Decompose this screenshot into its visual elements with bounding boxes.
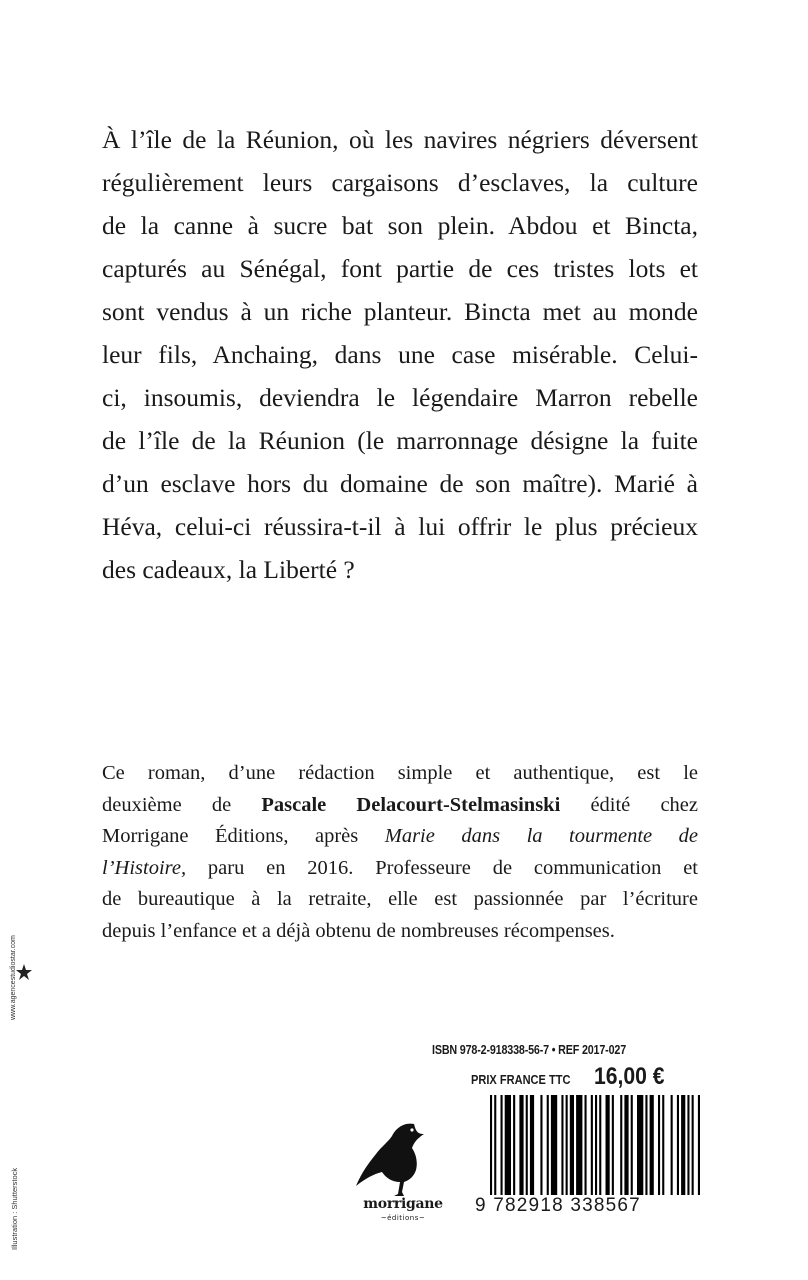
author-name: Pascale Delacourt-Stelmasinski (261, 793, 561, 816)
previous-book-title: Marie dans la tourmente de (384, 825, 698, 848)
previous-book-title-end: l’Histoire, (102, 856, 187, 879)
price (471, 1063, 674, 1091)
barcode-bar (631, 1095, 633, 1195)
barcode-bar (662, 1095, 664, 1195)
price-value: 16,00 € (594, 1063, 665, 1090)
barcode-bar (599, 1095, 601, 1195)
barcode-bar (620, 1095, 622, 1195)
barcode-bar (519, 1095, 523, 1195)
synopsis-line: de l’île de la Réunion (le marronnage désigne la fuite (102, 426, 698, 455)
barcode-bar (677, 1095, 679, 1195)
barcode-bar (698, 1095, 700, 1195)
barcode-bar (513, 1095, 515, 1195)
barcode-bar (561, 1095, 563, 1195)
barcode-bar (585, 1095, 587, 1195)
bio-line-3: Morrigane Éditions, après Marie dans la tourmente de (102, 825, 698, 848)
star-icon (16, 964, 32, 980)
synopsis-line: À l’île de la Réunion, où les navires négriers déversent (102, 125, 698, 154)
synopsis-line: d’un esclave hors du domaine de son maître). Marié à (102, 469, 698, 498)
barcode-bar (591, 1095, 593, 1195)
barcode-bar (526, 1095, 528, 1195)
barcode-bar (681, 1095, 685, 1195)
barcode-digits: 9 782918 338567 (475, 1195, 641, 1216)
barcode-bar (692, 1095, 694, 1195)
synopsis-line: régulièrement leurs cargaisons d’esclaves, la culture (102, 168, 698, 197)
barcode-bar (671, 1095, 673, 1195)
barcode-bar (637, 1095, 643, 1195)
synopsis-line: Héva, celui-ci réussira-t-il à lui offrir le plus précieux (102, 512, 698, 541)
synopsis-paragraph (102, 118, 698, 591)
bio-line-4: l’Histoire, paru en 2016. Professeure de communication et (102, 856, 698, 879)
publisher-logo-text: morrigane (363, 1196, 443, 1212)
barcode-bar (540, 1095, 542, 1195)
barcode-bar (570, 1095, 574, 1195)
publisher-logo-subtitle: ~éditions~ (380, 1214, 426, 1222)
bio-line-5: de bureautique à la retraite, elle est passionnée par l’écriture (102, 888, 698, 911)
barcode-bar (547, 1095, 549, 1195)
isbn-ref: ISBN 978-2-918338-56-7 • REF 2017-027 (432, 1043, 627, 1057)
agency-url: www.agencestudiostar.com (10, 935, 17, 1020)
barcode-bar (494, 1095, 496, 1195)
synopsis-line: ci, insoumis, deviendra le légendaire Marron rebelle (102, 383, 698, 412)
synopsis-line: leur fils, Anchaing, dans une case misérable. Celui- (102, 340, 698, 369)
synopsis-line: sont vendus à un riche planteur. Bincta met au monde (102, 297, 698, 326)
barcode-bar (530, 1095, 534, 1195)
barcode-bar (650, 1095, 654, 1195)
barcode-bar (687, 1095, 689, 1195)
barcode-bar (501, 1095, 503, 1195)
barcode-bar (566, 1095, 568, 1195)
barcode-bar (576, 1095, 582, 1195)
synopsis-line: capturés au Sénégal, font partie de ces tristes lots et (102, 254, 698, 283)
barcode-bar (505, 1095, 511, 1195)
barcode (490, 1095, 700, 1195)
crow-logo-icon (352, 1120, 452, 1198)
barcode-bar (606, 1095, 610, 1195)
barcode-bar (624, 1095, 628, 1195)
barcode-bar (551, 1095, 557, 1195)
barcode-bar (645, 1095, 647, 1195)
illustration-credit: Illustration : Shutterstock (10, 1167, 19, 1250)
barcode-bar (490, 1095, 492, 1195)
price-label: PRIX FRANCE TTC (471, 1072, 571, 1087)
barcode-bar (595, 1095, 597, 1195)
barcode-bar (658, 1095, 660, 1195)
synopsis-line: de la canne à sucre bat son plein. Abdou et Bincta, (102, 211, 698, 240)
author-bio-paragraph (102, 758, 698, 948)
bio-line-6: depuis l’enfance et a déjà obtenu de nombreuses récompenses. (102, 919, 615, 942)
synopsis-line: des cadeaux, la Liberté ? (102, 555, 355, 584)
bio-line-1: Ce roman, d’une rédaction simple et authentique, est le (102, 762, 698, 784)
bio-line-2: deuxième de Pascale Delacourt-Stelmasinski édité chez (102, 793, 698, 816)
barcode-bar (612, 1095, 614, 1195)
